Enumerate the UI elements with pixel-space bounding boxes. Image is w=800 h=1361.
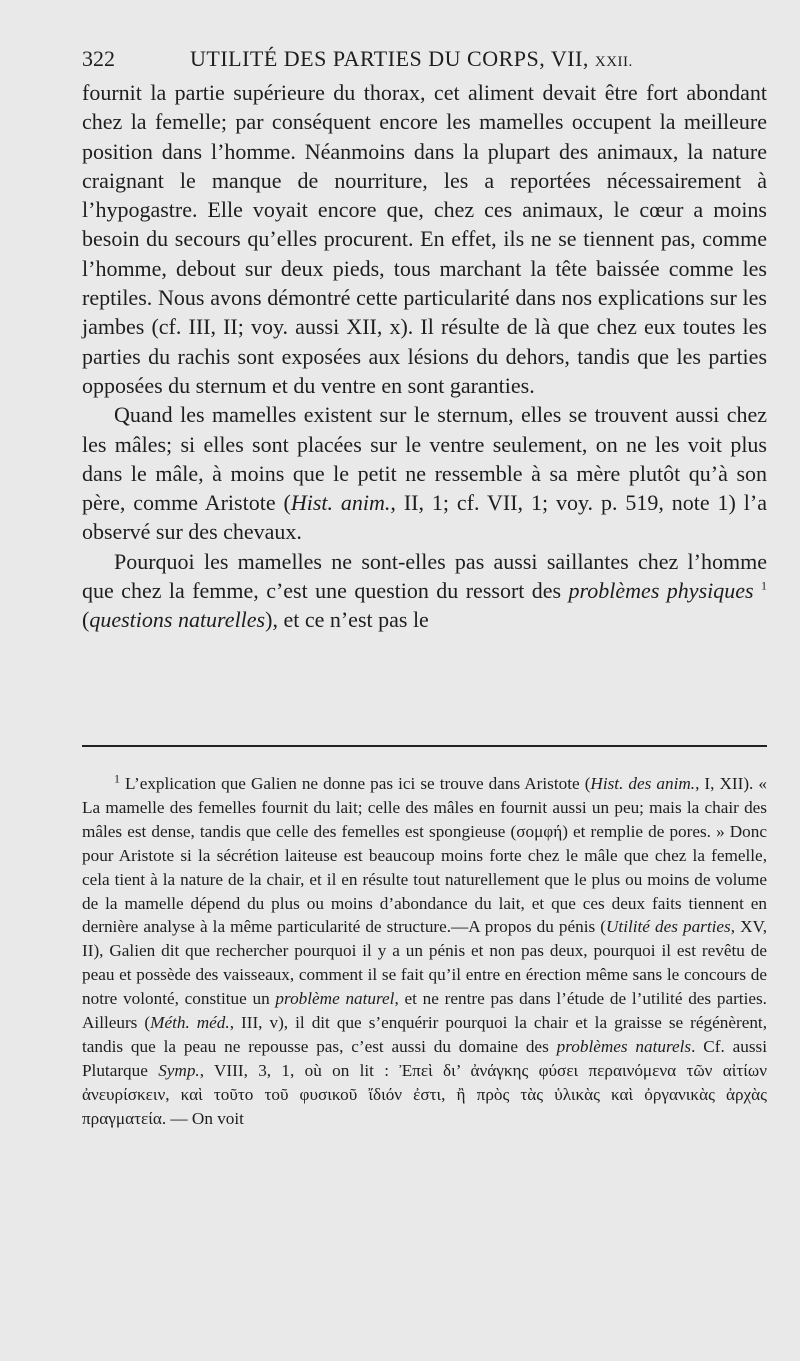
running-title-main: UTILITÉ DES PARTIES DU CORPS, VII, (190, 46, 589, 71)
term-questions-naturelles: questions naturelles (89, 607, 266, 633)
page-number: 322 (82, 46, 115, 71)
footnote-text-6: . Cf. aussi Plutarque (82, 1036, 767, 1080)
running-title-chapter: XXII. (594, 54, 633, 70)
paragraph-2-text-a: Quand les mamelles existent sur le sternum, elles se trouvent aussi chez les mâles; si elles sont placées sur le ventre seulement, on ne les voit plus dans le mâle, à moins que le petit ne ressemble à sa mère plutôt qu’à son père, comme Aristote ( (82, 402, 767, 516)
footnote-text-1: L’explication que Galien ne donne pas ici se trouve dans Aristote ( (120, 774, 591, 793)
paragraph-3 (82, 547, 767, 635)
footnote-reference[interactable]: 1 (761, 578, 767, 593)
footnote-text-4: , et ne rentre pas dans l’étude de l’utilité des parties. Ailleurs ( (82, 989, 767, 1033)
running-title (190, 46, 633, 72)
paragraph-2 (82, 400, 767, 546)
citation-utilite-des-parties: Utilité des parties (606, 917, 731, 937)
paragraph-3-text-b: ( (82, 607, 90, 633)
citation-symp: Symp. (158, 1060, 200, 1080)
footnote (82, 772, 767, 1131)
paragraph-3-text-a: Pourquoi les mamelles ne sont-elles pas aussi saillantes chez l’homme que chez la femme, c’est une question du ressort des (82, 548, 767, 604)
paragraph-2-text-b: , II, 1; cf. VII, 1; voy. p. 519, note 1) l’a observé sur des chevaux. (82, 490, 767, 545)
citation-hist-des-anim: Hist. des anim. (590, 774, 696, 793)
citation-hist-anim: Hist. anim. (290, 490, 391, 516)
paragraph-1: fournit la partie supérieure du thorax, cet aliment devait être fort abondant chez la femelle; par conséquent encore les mamelles occupent la meilleure position dans l’homme. Néanmoins dans la plupart des animaux, la nature craignant le manque de nourriture, les a reportées nécessairement à l’hypogastre. Elle voyait encore que, chez ces animaux, le cœur a moins besoin du secours qu’elles procurent. En effet, ils ne se tiennent pas, comme l’homme, debout sur deux pieds, tous marchant la tête baissée comme les reptiles. Nous avons démontré cette particularité dans nos explications sur les jambes (cf. III, II; voy. aussi XII, x). Il résulte de là que chez eux toutes les parties du rachis sont exposées aux lésions du dehors, tandis que les parties opposées du sternum et du ventre en sont garanties. (82, 80, 767, 398)
footnote-marker: 1 (114, 771, 120, 786)
term-probleme-naturel: problème naturel (275, 989, 395, 1009)
footnote-text-5: , III, v), il dit que s’enquérir pourquoi la chair et la graisse se régénèrent, tandis que la peau ne repousse pas, c’est aussi du domaine des (82, 1013, 767, 1056)
footnote-text-7: , VIII, 3, 1, où on lit : Ἐπεὶ δι’ ἀνάγκης φύσει περαινόμενα τῶν αἰτίων ἀνευρίσκειν, καὶ τοῦτο τοῦ φυσικοῦ ἴδιόν ἐστι, ἢ πρὸς τὰς ὑλικὰς καὶ ὀργανικὰς ἀρχὰς πραγματεία. — On voit (82, 1060, 767, 1128)
footnote-text-2: , I, XII). « La mamelle des femelles fournit du lait; celle des mâles en fournit aussi un peu; mais la chair des mâles est dense, tandis que celle des femelles est spongieuse (σομφή) et remplie de pores. » Donc pour Aristote si la sécrétion laiteuse est beaucoup moins forte chez le mâle que chez la femelle, cela tient à la nature de la chair, et il en résulte tout naturellement que le plus ou moins de volume de la mamelle dépend du plus ou moins d’abondance du lait, et que ces deux faits tiennent en dernière analyse à la même particularité de structure.—A propos du pénis ( (82, 774, 767, 937)
running-header (82, 40, 767, 76)
main-text (82, 78, 767, 635)
footnote-text-3: , XV, II), Galien dit que rechercher pourquoi il y a un pénis et non pas deux, pourquoi il est revêtu de peau et possède des vaisseaux, comment il se fait qu’il entre en érection même sans le concours de notre volonté, constitue un (82, 917, 768, 1009)
term-problemes-naturels: problèmes naturels (556, 1036, 692, 1056)
footnote-separator (82, 745, 767, 747)
footnote-1 (82, 772, 767, 1131)
paragraph-3-text-c: ), et ce n’est pas le (265, 607, 429, 633)
term-problemes-physiques: problèmes physiques (568, 578, 754, 604)
citation-meth-med: Méth. méd. (150, 1013, 230, 1033)
